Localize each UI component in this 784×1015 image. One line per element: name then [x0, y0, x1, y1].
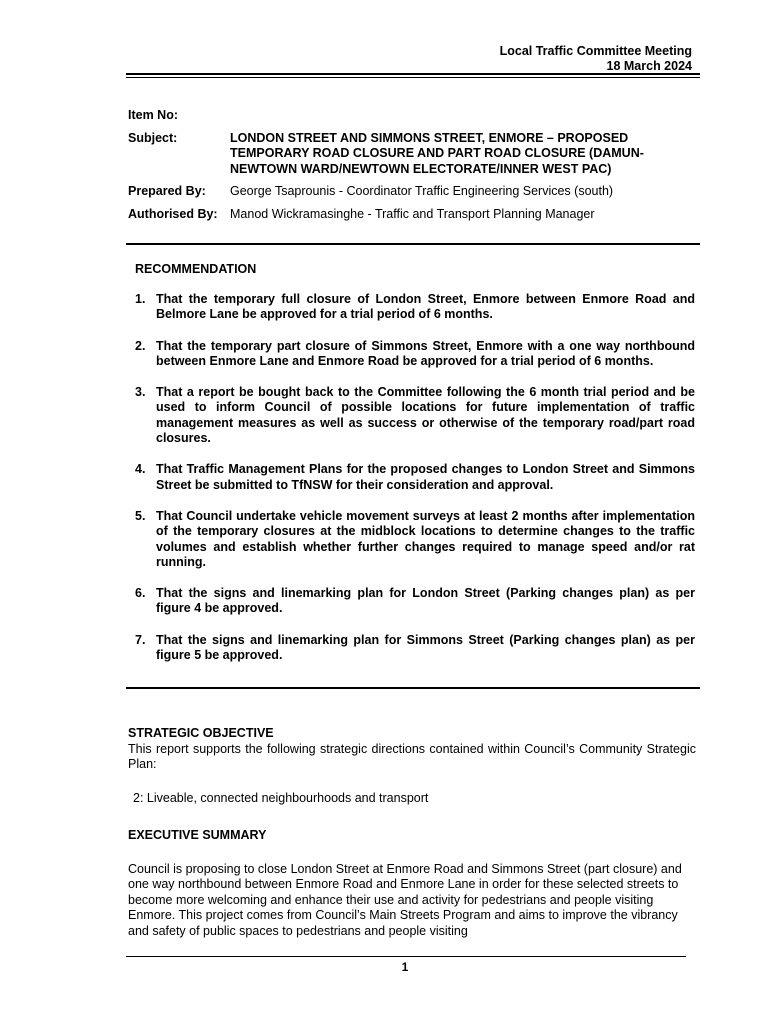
recommendation-number: 1.: [135, 292, 146, 306]
recommendation-text: That a report be bought back to the Committee following the 6 month trial period and be used to inform Council of possible locations for future implementation of traffic management measures as well as success or otherwise of the temporary road/part road closures.: [156, 385, 695, 446]
recommendation-text: That Council undertake vehicle movement surveys at least 2 months after implementation of the temporary closures at the midblock locations to determine changes to the traffic volumes and establish whether further changes required to manage speed and/or rat running.: [156, 508, 695, 569]
recommendation-text: That the signs and linemarking plan for London Street (Parking changes plan) as per figure 4 be approved.: [156, 586, 695, 616]
recommendation-number: 3.: [135, 385, 146, 400]
recommendation-text: That Traffic Management Plans for the proposed changes to London Street and Simmons Street be submitted to TfNSW for their consideration and approval.: [156, 462, 695, 492]
authorised-by-row: [128, 207, 698, 223]
prepared-by-label: Prepared By:: [128, 184, 206, 198]
recommendation-item: [135, 339, 695, 370]
executive-summary-title: EXECUTIVE SUMMARY: [128, 828, 267, 842]
subject-row: [128, 131, 698, 178]
strategic-objective-item: 2: Liveable, connected neighbourhoods and transport: [133, 790, 429, 805]
recommendation-text: That the temporary part closure of Simmons Street, Enmore with a one way northbound between Enmore Lane and Enmore Road be approved for a trial period of 6 months.: [156, 338, 695, 368]
page-number: 1: [401, 960, 409, 974]
strategic-objective-section: [128, 726, 696, 806]
executive-summary-section: [128, 828, 696, 939]
recommendation-list: [135, 292, 695, 679]
recommendation-divider: [126, 687, 700, 689]
subject-value: LONDON STREET AND SIMMONS STREET, ENMORE – PROPOSED TEMPORARY ROAD CLOSURE AND PART ROAD CLOSURE (DAMUN-NEWTOWN WARD/NEWTOWN ELECTORATE/INNER WEST PAC): [230, 130, 644, 176]
recommendation-number: 2.: [135, 338, 146, 353]
item-no-row: [128, 108, 698, 124]
recommendation-number: 5.: [135, 508, 146, 523]
meta-divider: [126, 243, 700, 245]
prepared-by-value: George Tsaprounis - Coordinator Traffic Engineering Services (south): [230, 184, 614, 198]
recommendation-item: [135, 633, 695, 664]
recommendation-number: 6.: [135, 586, 146, 601]
recommendation-item: [135, 462, 695, 493]
header-divider: [126, 73, 700, 78]
authorised-by-label: Authorised By:: [128, 206, 218, 221]
recommendation-number: 7.: [135, 632, 146, 647]
strategic-objective-title: STRATEGIC OBJECTIVE: [128, 726, 274, 740]
authorised-by-value: Manod Wickramasinghe - Traffic and Transport Planning Manager: [230, 206, 595, 221]
executive-summary-body: Council is proposing to close London Street at Enmore Road and Simmons Street (part closure) and one way northbound between Enmore Road and Enmore Lane in order for these selected streets to become more welcoming and enhance their use and activity for pedestrians and people visiting Enmore. This project comes from Council’s Main Streets Program and aims to improve the vibrancy and safety of public spaces to pedestrians and people visiting: [128, 861, 682, 938]
subject-label: Subject:: [128, 130, 178, 145]
meeting-title: Local Traffic Committee Meeting: [499, 44, 692, 58]
recommendation-item: [135, 586, 695, 617]
strategic-objective-body: This report supports the following strategic directions contained within Council’s Community Strategic Plan:: [128, 741, 696, 771]
recommendation-item: [135, 509, 695, 570]
report-meta: [128, 108, 698, 229]
recommendation-item: [135, 292, 695, 323]
prepared-by-row: [128, 184, 698, 200]
recommendation-text: That the signs and linemarking plan for Simmons Street (Parking changes plan) as per figure 5 be approved.: [156, 632, 695, 663]
recommendation-number: 4.: [135, 462, 146, 477]
recommendation-item: [135, 385, 695, 446]
item-no-value: [230, 108, 698, 124]
footer-divider: [126, 956, 686, 957]
page-header: [500, 44, 692, 74]
recommendation-title: RECOMMENDATION: [135, 262, 257, 276]
recommendation-text: That the temporary full closure of London Street, Enmore between Enmore Road and Belmore Lane be approved for a trial period of 6 months.: [156, 292, 695, 322]
meeting-date: 18 March 2024: [606, 59, 692, 73]
item-no-label: Item No:: [128, 108, 178, 122]
